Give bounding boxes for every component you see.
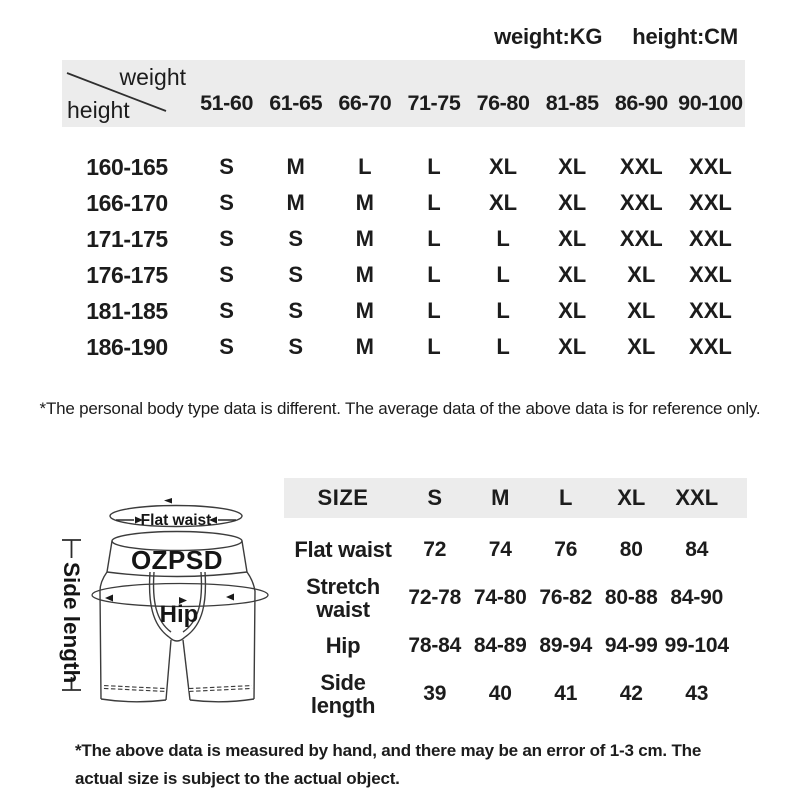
size-cell: XL bbox=[558, 262, 587, 287]
size-cell: S bbox=[288, 298, 304, 323]
size-header: XXL bbox=[675, 485, 719, 510]
corner-weight-label: weight bbox=[119, 64, 186, 90]
measure-cell: 74-80 bbox=[473, 586, 527, 609]
units-note bbox=[494, 24, 738, 50]
size-cell: M bbox=[286, 154, 305, 179]
measure-cell: 99-104 bbox=[664, 634, 729, 657]
size-cell: XXL bbox=[689, 298, 732, 323]
size-cell: XL bbox=[558, 334, 587, 359]
measure-cell: 78-84 bbox=[408, 634, 462, 657]
size-cell: XL bbox=[627, 334, 656, 359]
size-cell: XXL bbox=[689, 334, 732, 359]
size-cell: L bbox=[427, 190, 441, 215]
measure-cell: 42 bbox=[619, 682, 643, 705]
weight-column-header: 66-70 bbox=[338, 91, 392, 115]
table-row bbox=[62, 293, 745, 329]
table-row bbox=[62, 221, 745, 257]
size-header: SIZE bbox=[317, 485, 369, 510]
weight-column-header: 86-90 bbox=[614, 91, 668, 115]
size-cell: L bbox=[496, 226, 510, 251]
size-cell: XXL bbox=[619, 190, 663, 215]
hip-label: Hip bbox=[159, 601, 199, 628]
size-cell: M bbox=[355, 334, 374, 359]
size-cell: M bbox=[355, 298, 374, 323]
height-weight-size-matrix bbox=[62, 60, 745, 365]
matrix-disclaimer: *The personal body type data is different. The average data of the above data is for reference only. bbox=[39, 399, 761, 418]
measure-row-label: Flat waist bbox=[294, 537, 392, 563]
measure-cell: 84-90 bbox=[670, 586, 724, 609]
corner-height-label: height bbox=[67, 97, 130, 123]
size-header: L bbox=[559, 485, 573, 510]
table-row bbox=[284, 622, 747, 670]
size-cell: XXL bbox=[689, 226, 732, 251]
table-row bbox=[284, 574, 747, 622]
size-cell: M bbox=[355, 190, 374, 215]
matrix-header-row bbox=[62, 60, 745, 127]
height-row-label: 186-190 bbox=[86, 333, 168, 360]
size-cell: XL bbox=[627, 262, 656, 287]
size-cell: S bbox=[288, 226, 304, 251]
height-unit-label: height:CM bbox=[632, 24, 738, 49]
size-cell: XL bbox=[558, 190, 587, 215]
side-length-label: Side length bbox=[59, 562, 84, 684]
size-cell: L bbox=[427, 154, 441, 179]
size-cell: XXL bbox=[619, 154, 663, 179]
size-cell: L bbox=[358, 154, 372, 179]
measure-cell: 76-82 bbox=[539, 586, 593, 609]
weight-column-header: 76-80 bbox=[476, 91, 530, 115]
size-cell: L bbox=[496, 262, 510, 287]
size-cell: XXL bbox=[619, 226, 663, 251]
matrix-corner-cell bbox=[62, 60, 192, 127]
size-cell: S bbox=[288, 334, 304, 359]
size-header: XL bbox=[617, 485, 646, 510]
size-cell: L bbox=[496, 298, 510, 323]
table-row bbox=[62, 329, 745, 365]
size-cell: XL bbox=[558, 154, 587, 179]
table-row bbox=[284, 526, 747, 574]
brand-logo: OZPSD bbox=[130, 545, 224, 575]
table-row bbox=[284, 670, 747, 718]
measure-cell: 76 bbox=[554, 538, 578, 561]
weight-column-header: 71-75 bbox=[407, 91, 461, 115]
measure-cell: 84 bbox=[685, 538, 709, 561]
size-cell: S bbox=[219, 226, 234, 251]
measure-row-label: Stretch waist bbox=[306, 573, 380, 622]
size-cell: L bbox=[427, 262, 441, 287]
height-row-label: 160-165 bbox=[86, 153, 168, 180]
table-row bbox=[62, 257, 745, 293]
measure-cell: 41 bbox=[554, 682, 578, 705]
height-row-label: 176-175 bbox=[86, 261, 168, 288]
measure-cell: 94-99 bbox=[604, 634, 658, 657]
measurement-table bbox=[284, 478, 747, 718]
matrix-body bbox=[62, 127, 745, 365]
height-row-label: 171-175 bbox=[86, 225, 168, 252]
weight-unit-label: weight:KG bbox=[494, 24, 603, 49]
measure-cell: 72 bbox=[423, 538, 447, 561]
size-cell: XXL bbox=[689, 154, 732, 179]
size-cell: S bbox=[219, 334, 234, 359]
shorts-illustration bbox=[50, 478, 290, 728]
size-cell: S bbox=[219, 262, 234, 287]
size-cell: XXL bbox=[689, 190, 732, 215]
size-cell: S bbox=[219, 298, 234, 323]
size-cell: S bbox=[219, 190, 234, 215]
weight-column-header: 51-60 bbox=[200, 91, 254, 115]
measure-row-label: Hip bbox=[325, 633, 361, 659]
size-cell: XL bbox=[489, 190, 518, 215]
measure-cell: 43 bbox=[685, 682, 709, 705]
size-cell: M bbox=[355, 226, 374, 251]
size-cell: XL bbox=[627, 298, 656, 323]
size-cell: M bbox=[286, 190, 305, 215]
size-cell: L bbox=[427, 226, 441, 251]
size-cell: M bbox=[355, 262, 374, 287]
measure-row-label: Side length bbox=[310, 669, 376, 718]
size-cell: XXL bbox=[689, 262, 732, 287]
size-cell: XL bbox=[489, 154, 518, 179]
measure-cell: 89-94 bbox=[539, 634, 593, 657]
size-cell: L bbox=[427, 334, 441, 359]
size-header: M bbox=[491, 485, 510, 510]
measurement-disclaimer: *The above data is measured by hand, and there may be an error of 1-3 cm. The actual size is subject to the actual object. bbox=[75, 741, 702, 788]
size-cell: XL bbox=[558, 226, 587, 251]
height-row-label: 181-185 bbox=[86, 297, 168, 324]
measure-cell: 72-78 bbox=[408, 586, 462, 609]
measure-cell: 39 bbox=[423, 682, 447, 705]
weight-column-header: 81-85 bbox=[545, 91, 599, 115]
size-cell: S bbox=[219, 154, 234, 179]
measure-cell: 40 bbox=[488, 682, 512, 705]
measurement-header-row bbox=[284, 478, 747, 518]
hip-annotation bbox=[105, 594, 234, 629]
weight-column-header: 61-65 bbox=[269, 91, 323, 115]
measure-cell: 84-89 bbox=[473, 634, 527, 657]
measure-cell: 80-88 bbox=[604, 586, 658, 609]
table-row bbox=[62, 185, 745, 221]
measure-cell: 80 bbox=[619, 538, 643, 561]
weight-column-header: 90-100 bbox=[678, 91, 743, 115]
size-cell: S bbox=[288, 262, 304, 287]
table-row bbox=[62, 149, 745, 185]
side-length-annotation bbox=[59, 540, 84, 690]
height-row-label: 166-170 bbox=[86, 189, 168, 216]
measurement-body bbox=[284, 526, 747, 718]
flat-waist-label: Flat waist bbox=[140, 512, 212, 529]
size-header: S bbox=[427, 485, 443, 510]
size-cell: XL bbox=[558, 298, 587, 323]
shorts-diagram bbox=[50, 478, 290, 733]
size-cell: L bbox=[427, 298, 441, 323]
size-cell: L bbox=[496, 334, 510, 359]
measure-cell: 74 bbox=[488, 538, 512, 561]
